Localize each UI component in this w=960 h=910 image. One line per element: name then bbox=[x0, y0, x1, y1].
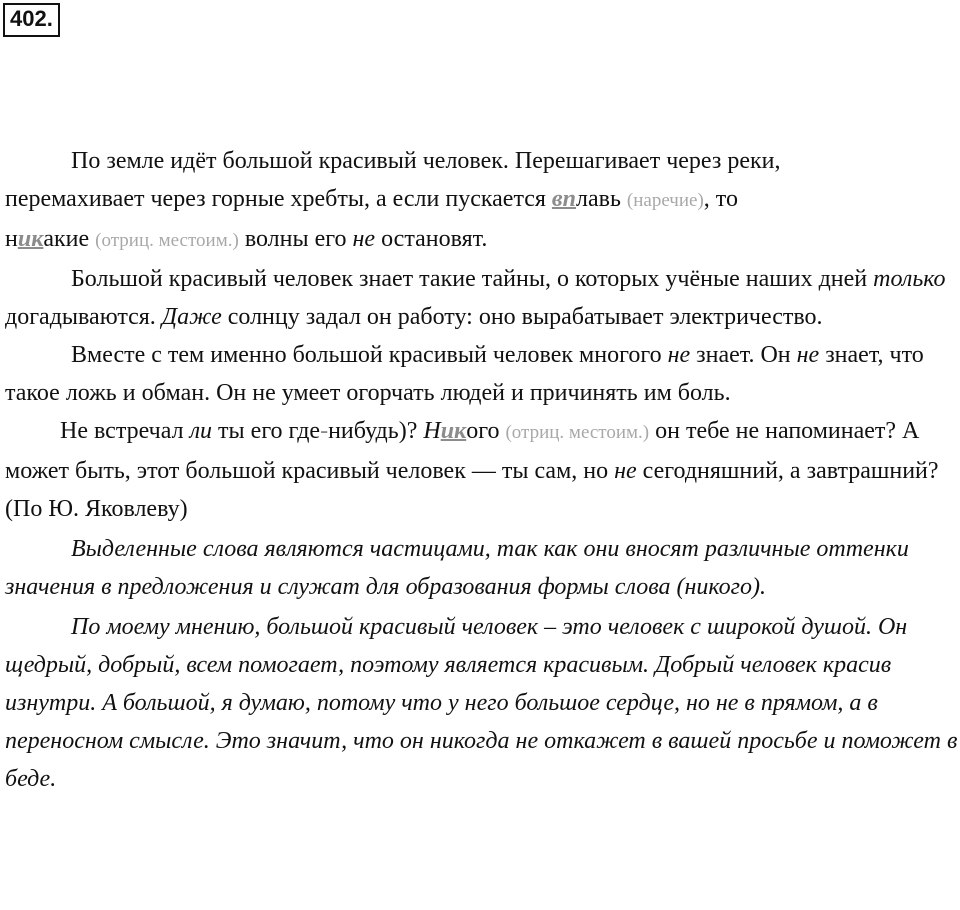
particle-ne: не bbox=[614, 458, 637, 484]
word-nikakie: никакие bbox=[5, 226, 90, 252]
particle-ne: не bbox=[352, 226, 376, 252]
word-vplav-stem: вп bbox=[551, 186, 576, 212]
paragraph-4: Не встречал ли ты его где-нибудь)? Никого (отриц. местоим.) он тебе не напоминает? А может быть, этот большой красивый человек — ты сам, но не сегодняшний, а завтрашний? (По Ю. Яковлеву) bbox=[5, 418, 939, 522]
paragraph-2: Большой красивый человек знает такие тайны, о которых учёные наших дней только догадываются. Даже солнцу задал он работу: оно вырабатывает электричество. bbox=[5, 266, 946, 330]
word-nikakie-stem: ик bbox=[17, 226, 44, 252]
exercise-text bbox=[5, 142, 960, 798]
paragraph-1: По земле идёт большой красивый человек. Перешагивает через реки, перемахивает через горные хребты, а если пускается вплавь (наречие), то никакие (отриц. местоим.) волны его не остановят. bbox=[5, 148, 781, 252]
annotation-neg-pronoun: (отриц. местоим.) bbox=[505, 422, 650, 443]
p1-line2: перемахивает через горные хребты, а если пускается bbox=[5, 186, 552, 212]
particle-ne: не bbox=[796, 342, 820, 368]
annotation-neg-pronoun: (отриц. местоим.) bbox=[95, 230, 239, 251]
paragraph-3: Вместе с тем именно большой красивый человек многого не знает. Он не знает, что такое ложь и обман. Он не умеет огорчать людей и причинять им боль. bbox=[5, 342, 924, 406]
particle-li: ли bbox=[189, 418, 213, 444]
p1-line1: По земле идёт большой красивый человек. Перешагивает через реки, bbox=[71, 148, 781, 174]
exercise-number: 402. bbox=[3, 3, 60, 37]
word-vplav: вплавь bbox=[551, 186, 621, 212]
answer-paragraph-2: По моему мнению, большой красивый человек – это человек с широкой душой. Он щедрый, добрый, всем помогает, поэтому является красивым. Добрый человек красив изнутри. А большой, я думаю, потому что у него большое сердце, но не в прямом, а в переносном смысле. Это значит, что он никогда не откажет в вашей просьбе и поможет в беде. bbox=[5, 614, 958, 792]
particle-tolko: только bbox=[873, 266, 946, 292]
annotation-adverb: (наречие) bbox=[626, 190, 704, 211]
word-nikogo: Никого bbox=[423, 418, 500, 444]
particle-ne: не bbox=[667, 342, 691, 368]
particle-dazhe: Даже bbox=[161, 304, 222, 330]
word-nikogo-stem: ик bbox=[440, 418, 467, 444]
answer-paragraph-1: Выделенные слова являются частицами, так как они вносят различные оттенки значения в предложения и служат для образования формы слова (никого). bbox=[5, 536, 909, 600]
